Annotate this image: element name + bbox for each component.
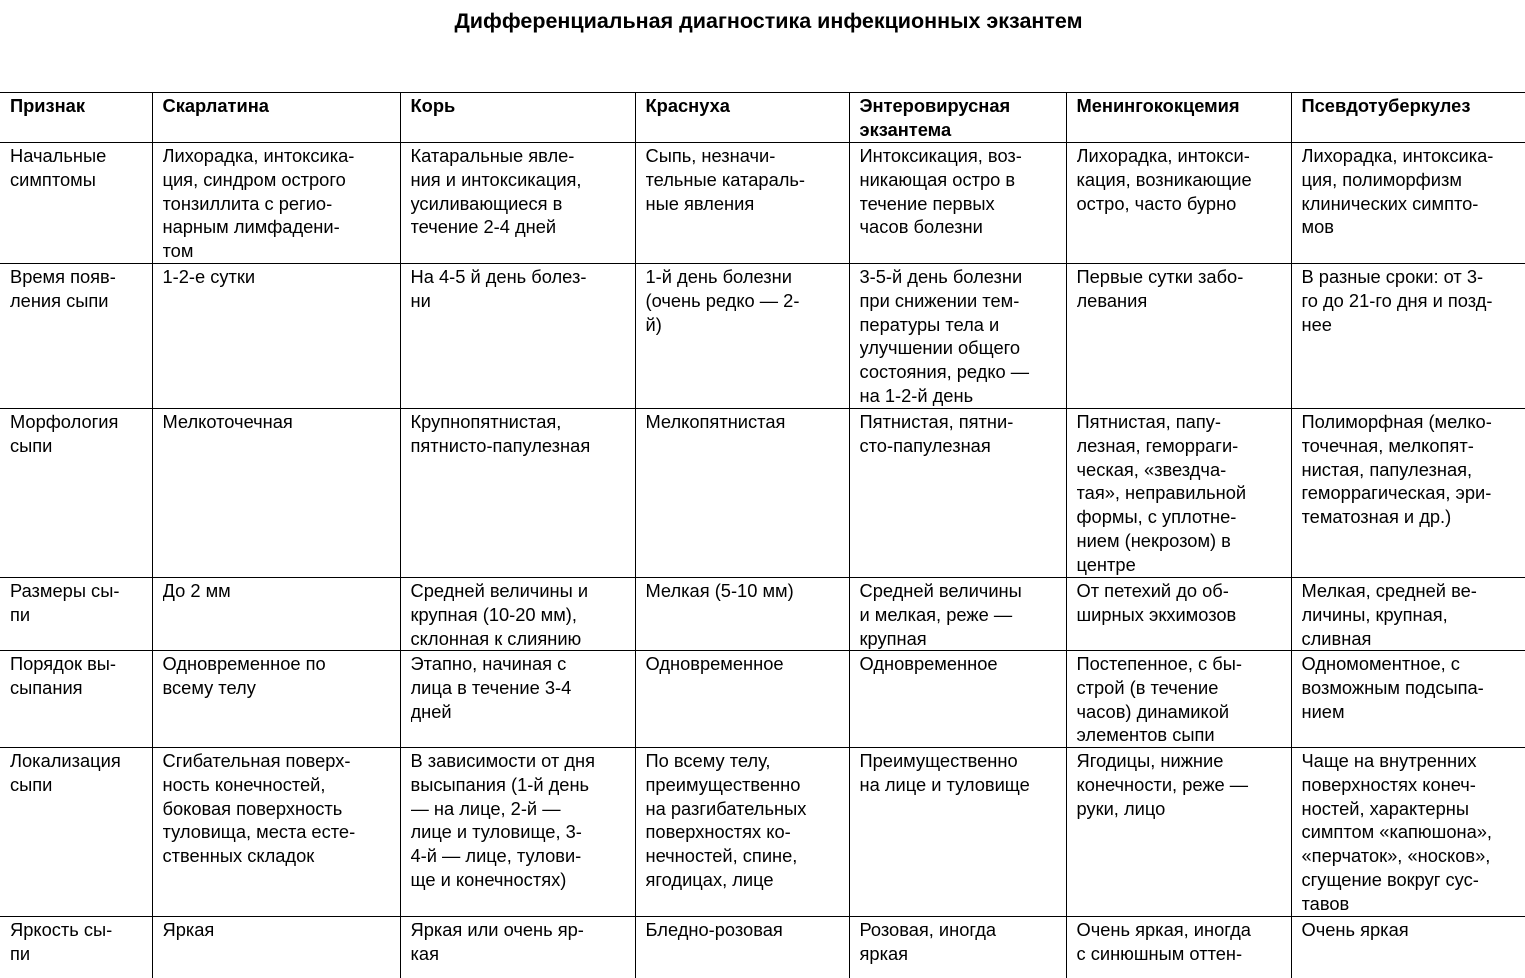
- table-cell: Сгибательная поверх- ность конечностей, боковая поверхность туловища, места есте- ственных складок: [152, 748, 400, 917]
- table-cell: Яркая: [152, 917, 400, 978]
- table-cell: Лихорадка, интокси- кация, возникающие остро, часто бурно: [1066, 143, 1291, 264]
- table-row: [0, 578, 1525, 651]
- table-cell: Интоксикация, воз- никающая остро в течение первых часов болезни: [849, 143, 1066, 264]
- column-header-scarlet-fever: Скарлатина: [152, 93, 400, 143]
- table-cell: Лихорадка, интоксика- ция, полиморфизм клинических симпто- мов: [1291, 143, 1525, 264]
- table-cell: Лихорадка, интоксика- ция, синдром острого тонзиллита с регио- нарным лимфадени- том: [152, 143, 400, 264]
- table-cell: Крупнопятнистая, пятнисто-папулезная: [400, 409, 635, 578]
- row-label-cell: Яркость сы- пи: [0, 917, 152, 978]
- table-cell: Мелкоточечная: [152, 409, 400, 578]
- table-cell: Сыпь, незначи- тельные катараль- ные явления: [635, 143, 849, 264]
- table-cell: Мелкопятнистая: [635, 409, 849, 578]
- table-cell: Ягодицы, нижние конечности, реже — руки, лицо: [1066, 748, 1291, 917]
- table-cell: Яркая или очень яр- кая: [400, 917, 635, 978]
- table-cell: В разные сроки: от 3- го до 21-го дня и позд- нее: [1291, 264, 1525, 409]
- table-cell: Этапно, начиная с лица в течение 3-4 дней: [400, 651, 635, 748]
- table-cell: Очень яркая, иногда с синюшным оттен-: [1066, 917, 1291, 978]
- table-cell: 3-5-й день болезни при снижении тем- пературы тела и улучшении общего состояния, редко — на 1-2-й день: [849, 264, 1066, 409]
- table-cell: Одновременное: [849, 651, 1066, 748]
- table-cell: Мелкая (5-10 мм): [635, 578, 849, 651]
- table-cell: На 4-5 й день болез- ни: [400, 264, 635, 409]
- table-row: [0, 264, 1525, 409]
- table-cell: Первые сутки забо- левания: [1066, 264, 1291, 409]
- column-header-sign: Признак: [0, 93, 152, 143]
- table-cell: Постепенное, с бы- строй (в течение часов) динамикой элементов сыпи: [1066, 651, 1291, 748]
- table-cell: Полиморфная (мелко- точечная, мелкопят- нистая, папулезная, геморрагическая, эри- тематозная и др.): [1291, 409, 1525, 578]
- row-label-cell: Локализация сыпи: [0, 748, 152, 917]
- column-header-rubella: Краснуха: [635, 93, 849, 143]
- table-cell: Средней величины и крупная (10-20 мм), склонная к слиянию: [400, 578, 635, 651]
- table-row: [0, 409, 1525, 578]
- row-label-cell: Морфология сыпи: [0, 409, 152, 578]
- table-header-row: [0, 93, 1525, 143]
- table-cell: До 2 мм: [152, 578, 400, 651]
- table-cell: Очень яркая: [1291, 917, 1525, 978]
- table-row: [0, 651, 1525, 748]
- table-cell: Преимущественно на лице и туловище: [849, 748, 1066, 917]
- column-header-measles: Корь: [400, 93, 635, 143]
- differential-diagnosis-table: [0, 92, 1525, 978]
- table-cell: Средней величины и мелкая, реже — крупная: [849, 578, 1066, 651]
- table-cell: В зависимости от дня высыпания (1-й день — на лице, 2-й — лице и туловище, 3- 4-й — лице, тулови- ще и конечностях): [400, 748, 635, 917]
- row-label-cell: Размеры сы- пи: [0, 578, 152, 651]
- table-cell: 1-й день болезни (очень редко — 2- й): [635, 264, 849, 409]
- table-cell: Розовая, иногда яркая: [849, 917, 1066, 978]
- table-cell: Одномоментное, с возможным подсыпа- нием: [1291, 651, 1525, 748]
- column-header-meningococcemia: Менингококцемия: [1066, 93, 1291, 143]
- table-cell: Чаще на внутренних поверхностях конеч- ностей, характерны симптом «капюшона», «перчаток», «носков», сгущение вокруг сус- тавов: [1291, 748, 1525, 917]
- row-label-cell: Время появ- ления сыпи: [0, 264, 152, 409]
- table-cell: По всему телу, преимущественно на разгибательных поверхностях ко- нечностей, спине, ягодицах, лице: [635, 748, 849, 917]
- table-cell: Одновременное: [635, 651, 849, 748]
- table-cell: Пятнистая, пятни- сто-папулезная: [849, 409, 1066, 578]
- table-cell: Одновременное по всему телу: [152, 651, 400, 748]
- table-cell: От петехий до об- ширных экхимозов: [1066, 578, 1291, 651]
- table-row: [0, 143, 1525, 264]
- column-header-pseudotuberculosis: Псевдотуберкулез: [1291, 93, 1525, 143]
- table-row: [0, 748, 1525, 917]
- column-header-enteroviral-exanthem: Энтеровирусная экзантема: [849, 93, 1066, 143]
- table-row: [0, 917, 1525, 978]
- table-cell: Катаральные явле- ния и интоксикация, усиливающиеся в течение 2-4 дней: [400, 143, 635, 264]
- page-title: Дифференциальная диагностика инфекционных экзантем: [0, 7, 1525, 35]
- table-cell: 1-2-е сутки: [152, 264, 400, 409]
- table-cell: Пятнистая, папу- лезная, геморраги- ческая, «звездча- тая», неправильной формы, с уплотне- нием (некрозом) в центре: [1066, 409, 1291, 578]
- row-label-cell: Начальные симптомы: [0, 143, 152, 264]
- table-cell: Мелкая, средней ве- личины, крупная, сливная: [1291, 578, 1525, 651]
- row-label-cell: Порядок вы- сыпания: [0, 651, 152, 748]
- table-cell: Бледно-розовая: [635, 917, 849, 978]
